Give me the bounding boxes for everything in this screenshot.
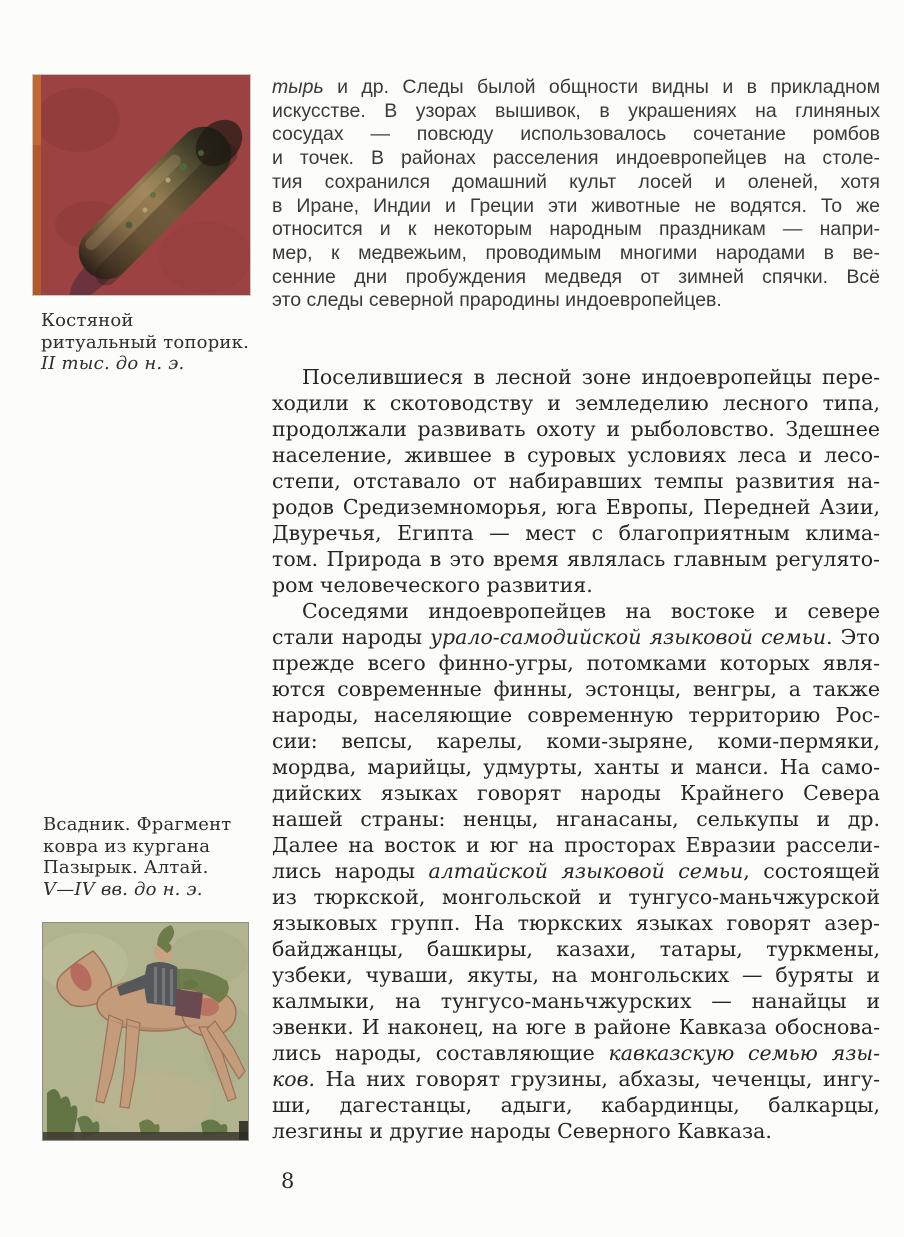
- text-line: эвенки. И наконец, на юге в районе Кавказа обоснова-: [272, 1015, 880, 1039]
- caption-line: Костяной: [41, 310, 134, 331]
- text-line: народы, населяющие современную территорию Рос-: [272, 703, 880, 727]
- caption-date: II тыс. до н. э.: [41, 353, 185, 374]
- text-line: ются современные финны, эстонцы, венгры, а также: [272, 677, 880, 701]
- text-line: это следы северной прародины индоевропейцев.: [272, 289, 722, 312]
- text-line: ков. На них говорят грузины, абхазы, чеченцы, ингу-: [272, 1067, 880, 1091]
- paragraph-language-families: [272, 598, 880, 1144]
- text-line: Двуречья, Египта — мест с благоприятным клима-: [272, 521, 880, 545]
- text-line: мордва, марийцы, удмурты, ханты и манси. На само-: [272, 755, 880, 779]
- rider-illustration: [43, 923, 248, 1140]
- paragraph-intro: [272, 76, 880, 313]
- text-line: Поселившиеся в лесной зоне индоевропейцы пере-: [302, 365, 880, 389]
- text-line: том. Природа в это время являлась главным регулято-: [272, 547, 880, 571]
- text-line: относится и к некоторым народным праздникам — напри-: [272, 218, 880, 241]
- text-line: степи, отставало от набиравших темпы развития на-: [272, 469, 880, 493]
- bone-axe-illustration: [33, 75, 250, 295]
- text-line: и точек. В районах расселения индоевропейцев на столе-: [272, 147, 880, 170]
- text-line: ши, дагестанцы, адыги, кабардинцы, балкарцы,: [272, 1093, 880, 1117]
- text-line: тия сохранился домашний культ лосей и оленей, хотя: [272, 170, 880, 193]
- caption-line: ковра из кургана: [43, 835, 211, 857]
- text-line: из тюркской, монгольской и тунгусо-маньчжурской: [272, 885, 880, 909]
- text-line: стали народы урало-самодийской языковой семьи. Это: [272, 625, 880, 649]
- text-line: лезгины и другие народы Северного Кавказа.: [272, 1119, 772, 1143]
- paragraph-forest-zone: [272, 364, 880, 598]
- rider-carpet-photo: [43, 923, 248, 1140]
- text-line: лись народы алтайской языковой семьи, состоящей: [272, 859, 880, 883]
- text-line: тырь и др. Следы былой общности видны и в прикладном: [272, 76, 880, 98]
- caption-line: ритуальный топорик.: [41, 331, 249, 353]
- rider-caption: [43, 814, 263, 900]
- text-line: мер, к медвежьим, проводимым многими народами в ве-: [272, 241, 880, 264]
- text-line: сосудах — повсюду использовалось сочетание ромбов: [272, 123, 880, 146]
- axe-caption: [41, 310, 261, 375]
- text-line: сенние дни пробуждения медведя от зимней спячки. Всё: [272, 265, 880, 288]
- text-line: нашей страны: ненцы, нганасаны, селькупы и др.: [272, 807, 880, 831]
- text-line: искусстве. В узорах вышивок, в украшениях на глиняных: [272, 99, 880, 122]
- bone-axe-photo: [33, 75, 250, 295]
- text-line: ходили к скотоводству и земледелию лесного типа,: [272, 391, 880, 415]
- text-line: лись народы, составляющие кавказскую семью язы-: [272, 1041, 881, 1065]
- text-line: прежде всего финно-угры, потомками которых явля-: [272, 651, 880, 675]
- text-line: ром человеческого развития.: [272, 573, 593, 597]
- text-line: сии: вепсы, карелы, коми-зыряне, коми-пермяки,: [272, 729, 880, 753]
- caption-date: V—IV вв. до н. э.: [43, 878, 203, 900]
- text-line: население, жившее в суровых условиях леса и лесо-: [272, 443, 880, 467]
- caption-line: Всадник. Фрагмент: [43, 814, 232, 835]
- text-line: в Иране, Индии и Греции эти животные не водятся. То же: [272, 194, 880, 217]
- text-line: узбеки, чуваши, якуты, на монгольских — буряты и: [272, 963, 880, 987]
- text-line: дийских языках говорят народы Крайнего Севера: [272, 781, 880, 805]
- text-line: родов Средиземноморья, юга Европы, Передней Азии,: [272, 495, 880, 519]
- text-line: Соседями индоевропейцев на востоке и севере: [302, 599, 880, 623]
- page-number: 8: [281, 1169, 295, 1193]
- text-line: байджанцы, башкиры, казахи, татары, туркмены,: [272, 937, 880, 961]
- text-line: Далее на восток и юг на просторах Евразии рассели-: [272, 833, 880, 857]
- text-line: языковых групп. На тюркских языках говорят азер-: [272, 911, 880, 935]
- caption-line: Пазырык. Алтай.: [43, 857, 209, 878]
- text-line: калмыки, на тунгусо-маньчжурских — нанайцы и: [272, 989, 880, 1013]
- text-line: продолжали развивать охоту и рыболовство. Здешнее: [272, 417, 880, 441]
